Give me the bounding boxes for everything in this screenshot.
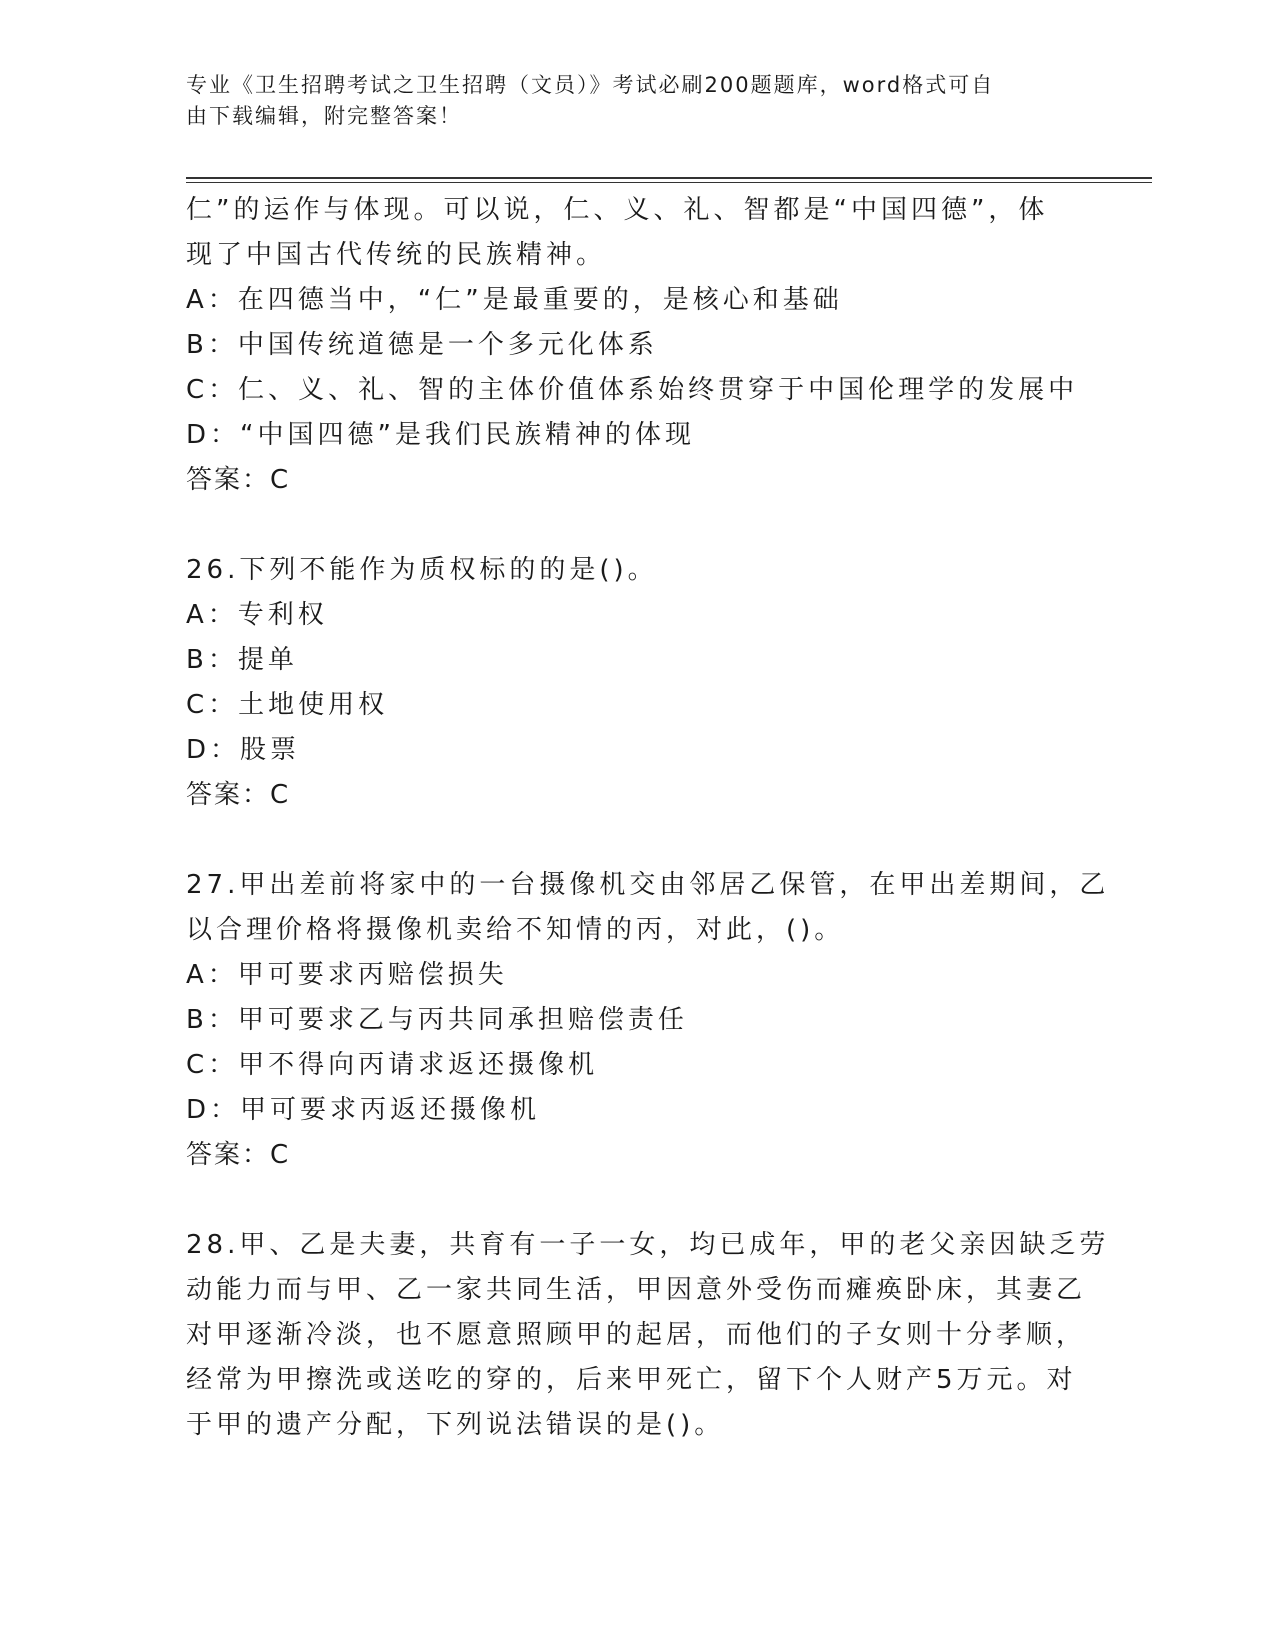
header-divider-thick bbox=[186, 177, 1152, 179]
question-27 bbox=[186, 863, 1110, 1178]
question-text: 26.下列不能作为质权标的的是()。 bbox=[186, 555, 658, 585]
question-text: 现了中国古代传统的民族精神。 bbox=[186, 240, 607, 270]
option-a: A：专利权 bbox=[186, 600, 328, 630]
question-text: 仁”的运作与体现。可以说，仁、义、礼、智都是“中国四德”，体 bbox=[186, 195, 1049, 225]
header-line-1: 专业《卫生招聘考试之卫生招聘（文员）》考试必刷200题题库，word格式可自 bbox=[186, 73, 995, 97]
question-text: 28.甲、乙是夫妻，共育有一子一女，均已成年，甲的老父亲因缺乏劳 bbox=[186, 1230, 1110, 1260]
question-25 bbox=[186, 188, 1086, 503]
header-line-2: 由下载编辑，附完整答案！ bbox=[186, 104, 462, 128]
option-b: B：甲可要求乙与丙共同承担赔偿责任 bbox=[186, 1005, 688, 1035]
option-b: B：中国传统道德是一个多元化体系 bbox=[186, 330, 658, 360]
spacer bbox=[186, 1178, 1086, 1223]
option-d: D：甲可要求丙返还摄像机 bbox=[186, 1095, 541, 1125]
question-text: 动能力而与甲、乙一家共同生活，甲因意外受伤而瘫痪卧床，其妻乙 bbox=[186, 1275, 1087, 1305]
option-a: A：甲可要求丙赔偿损失 bbox=[186, 960, 508, 990]
option-a: A：在四德当中，“仁”是最重要的，是核心和基础 bbox=[186, 285, 843, 315]
spacer bbox=[186, 818, 1086, 863]
question-text: 经常为甲擦洗或送吃的穿的，后来甲死亡，留下个人财产5万元。对 bbox=[186, 1365, 1077, 1395]
question-28 bbox=[186, 1223, 1110, 1448]
question-text: 以合理价格将摄像机卖给不知情的丙，对此，()。 bbox=[186, 915, 845, 945]
question-text: 于甲的遗产分配，下列说法错误的是()。 bbox=[186, 1410, 725, 1440]
document-header bbox=[186, 70, 1066, 132]
option-d: D：“中国四德”是我们民族精神的体现 bbox=[186, 420, 695, 450]
document-body bbox=[186, 188, 1110, 1448]
question-text: 对甲逐渐冷淡，也不愿意照顾甲的起居，而他们的子女则十分孝顺， bbox=[186, 1320, 1087, 1350]
spacer bbox=[186, 503, 1086, 548]
option-d: D：股票 bbox=[186, 735, 301, 765]
option-c: C：仁、义、礼、智的主体价值体系始终贯穿于中国伦理学的发展中 bbox=[186, 375, 1079, 405]
option-b: B：提单 bbox=[186, 645, 298, 675]
header-divider-thin bbox=[186, 182, 1152, 183]
answer: 答案：C bbox=[186, 465, 291, 495]
answer: 答案：C bbox=[186, 780, 291, 810]
answer: 答案：C bbox=[186, 1140, 291, 1170]
question-text: 27.甲出差前将家中的一台摄像机交由邻居乙保管，在甲出差期间，乙 bbox=[186, 870, 1110, 900]
option-c: C：土地使用权 bbox=[186, 690, 389, 720]
option-c: C：甲不得向丙请求返还摄像机 bbox=[186, 1050, 599, 1080]
question-26 bbox=[186, 548, 1086, 818]
